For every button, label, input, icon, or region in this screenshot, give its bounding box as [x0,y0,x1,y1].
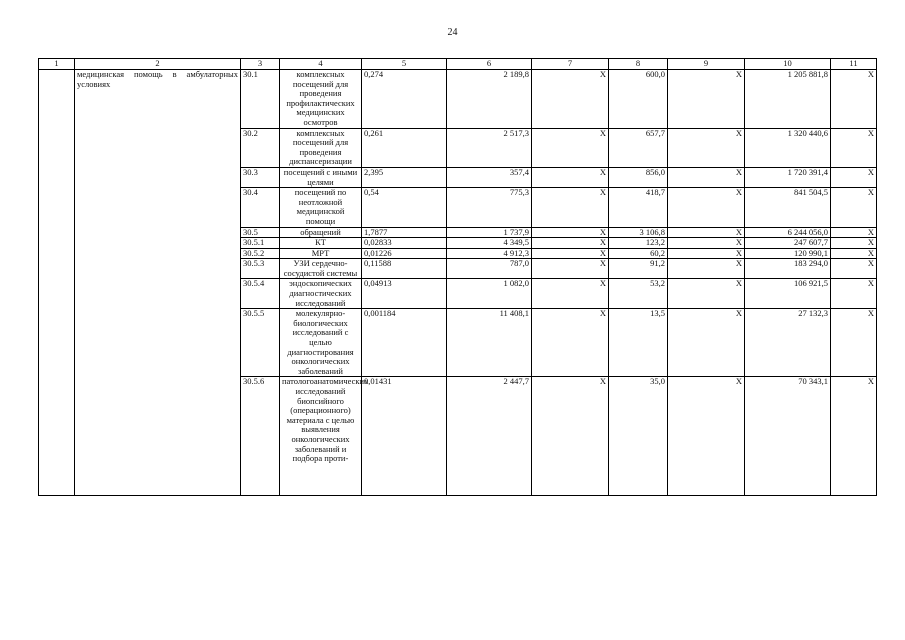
row-col8: 91,2 [609,259,668,279]
row-col9: Х [668,238,745,249]
header-col-9: 9 [668,59,745,70]
header-col-11: 11 [831,59,877,70]
row-col7: Х [532,167,609,187]
row-col9: Х [668,259,745,279]
row-code: 30.5 [241,227,280,238]
row-col10: 6 244 056,0 [745,227,831,238]
header-row [39,59,877,70]
row-col9: Х [668,309,745,377]
row-col7: Х [532,309,609,377]
row-unit: посещений по неотложной медицинской помощи [280,188,362,227]
row-col9: Х [668,279,745,309]
row-unit: патологоанатомических исследований биопсийного (операционного) материала с целью выявления онкологических заболеваний и подбора проти- [280,377,362,496]
table-row [39,70,877,129]
row-code: 30.4 [241,188,280,227]
header-col-5: 5 [362,59,447,70]
page-number: 24 [447,27,458,38]
row-col10: 1 205 881,8 [745,70,831,129]
row-cost: 4 349,5 [447,238,532,249]
row-col11: Х [831,167,877,187]
row-col7: Х [532,70,609,129]
row-col8: 856,0 [609,167,668,187]
row-norm: 1,7877 [362,227,447,238]
row-col7: Х [532,238,609,249]
row-col7: Х [532,377,609,496]
row-col10: 106 921,5 [745,279,831,309]
header-col-3: 3 [241,59,280,70]
row-unit: посещений с иными целями [280,167,362,187]
row-norm: 0,11588 [362,259,447,279]
row-col7: Х [532,248,609,259]
row-code: 30.5.4 [241,279,280,309]
row-col9: Х [668,227,745,238]
row-col11: Х [831,188,877,227]
header-col-7: 7 [532,59,609,70]
row-col8: 657,7 [609,128,668,167]
row-col7: Х [532,279,609,309]
row-cost: 2 189,8 [447,70,532,129]
row-col8: 123,2 [609,238,668,249]
row-code: 30.3 [241,167,280,187]
row-unit: комплексных посещений для проведения диспансеризации [280,128,362,167]
row-col10: 1 320 440,6 [745,128,831,167]
row-col8: 418,7 [609,188,668,227]
row-col11: Х [831,279,877,309]
row-norm: 0,54 [362,188,447,227]
row-col10: 27 132,3 [745,309,831,377]
row-norm: 2,395 [362,167,447,187]
row-norm: 0,261 [362,128,447,167]
row-norm: 0,01226 [362,248,447,259]
row-cost: 357,4 [447,167,532,187]
row-code: 30.5.3 [241,259,280,279]
row-col8: 53,2 [609,279,668,309]
row-col7: Х [532,259,609,279]
row-col9: Х [668,70,745,129]
row-code: 30.5.1 [241,238,280,249]
row-unit: эндоскопических диагностических исследований [280,279,362,309]
header-col-4: 4 [280,59,362,70]
row-col11: Х [831,128,877,167]
row-col11: Х [831,227,877,238]
row-code: 30.2 [241,128,280,167]
row-col10: 120 990,1 [745,248,831,259]
row-code: 30.5.2 [241,248,280,259]
row-code: 30.5.6 [241,377,280,496]
row-norm: 0,01431 [362,377,447,496]
row-code: 30.5.5 [241,309,280,377]
row-col7: Х [532,227,609,238]
row-unit: комплексных посещений для проведения профилактических медицинских осмотров [280,70,362,129]
header-col-1: 1 [39,59,75,70]
row-col7: Х [532,188,609,227]
row-cost: 775,3 [447,188,532,227]
row-cost: 1 082,0 [447,279,532,309]
row-col11: Х [831,309,877,377]
row-col11: Х [831,259,877,279]
row-unit: молекулярно-биологических исследований с целью диагностирования онкологических заболеваний [280,309,362,377]
row-code: 30.1 [241,70,280,129]
row-col9: Х [668,248,745,259]
row-cost: 787,0 [447,259,532,279]
row-cost: 11 408,1 [447,309,532,377]
section-label: медицинская помощь в амбулаторных условиях [75,70,241,496]
header-col-10: 10 [745,59,831,70]
row-col11: Х [831,238,877,249]
row-col10: 1 720 391,4 [745,167,831,187]
row-norm: 0,02833 [362,238,447,249]
row-col9: Х [668,167,745,187]
row-col8: 600,0 [609,70,668,129]
row-col9: Х [668,128,745,167]
row-col9: Х [668,188,745,227]
row-col9: Х [668,377,745,496]
row-col11: Х [831,70,877,129]
row-unit: КТ [280,238,362,249]
row-unit: УЗИ сердечно-сосудистой системы [280,259,362,279]
row-col8: 3 106,8 [609,227,668,238]
data-table [38,58,877,496]
row-unit: МРТ [280,248,362,259]
row-col10: 183 294,0 [745,259,831,279]
row-col8: 60,2 [609,248,668,259]
row-norm: 0,04913 [362,279,447,309]
row-col10: 247 607,7 [745,238,831,249]
row-cost: 2 447,7 [447,377,532,496]
row-col7: Х [532,128,609,167]
row-col10: 70 343,1 [745,377,831,496]
row-col11: Х [831,248,877,259]
row-num-cell [39,70,75,496]
header-col-6: 6 [447,59,532,70]
row-cost: 4 912,3 [447,248,532,259]
header-col-2: 2 [75,59,241,70]
row-col11: Х [831,377,877,496]
row-norm: 0,001184 [362,309,447,377]
row-cost: 2 517,3 [447,128,532,167]
row-col8: 35,0 [609,377,668,496]
row-col10: 841 504,5 [745,188,831,227]
row-unit: обращений [280,227,362,238]
header-col-8: 8 [609,59,668,70]
row-cost: 1 737,9 [447,227,532,238]
row-col8: 13,5 [609,309,668,377]
row-norm: 0,274 [362,70,447,129]
